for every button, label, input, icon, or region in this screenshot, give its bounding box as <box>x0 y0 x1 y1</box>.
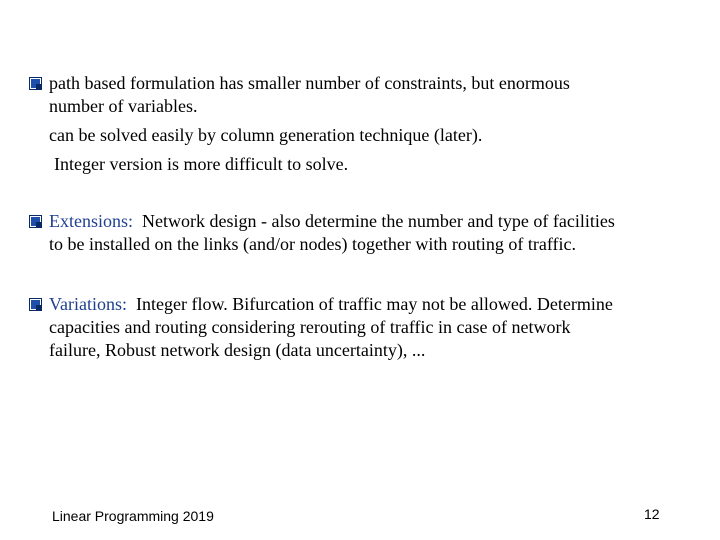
bullet-text: can be solved easily by column generation technique (later). <box>49 125 483 145</box>
term-label: Variations: <box>49 294 127 314</box>
square-bullet-icon <box>29 298 42 311</box>
bullet-text <box>49 294 613 314</box>
bullet-variations <box>29 293 699 362</box>
bullet-path-formulation <box>29 72 699 176</box>
bullet-line <box>29 339 699 362</box>
bullet-text: to be installed on the links (and/or nodes) together with routing of traffic. <box>49 234 577 254</box>
bullet-text: number of variables. <box>49 96 198 116</box>
square-bullet-icon <box>29 215 42 228</box>
bullet-text-body: Integer flow. Bifurcation of traffic may not be allowed. Determine <box>136 294 613 314</box>
bullet-text: failure, Robust network design (data uncertainty), ... <box>49 340 426 360</box>
bullet-line <box>29 210 699 233</box>
term-label: Extensions: <box>49 211 133 231</box>
bullet-line <box>29 293 699 316</box>
bullet-line <box>29 233 699 256</box>
bullet-text <box>49 211 615 231</box>
bullet-text: path based formulation has smaller number of constraints, but enormous <box>49 73 570 93</box>
bullet-text: capacities and routing considering rerouting of traffic in case of network <box>49 317 571 337</box>
bullet-line <box>29 124 699 147</box>
footer-title: Linear Programming 2019 <box>52 508 214 524</box>
bullet-line <box>29 316 699 339</box>
page-number: 12 <box>644 506 660 522</box>
bullet-text: Integer version is more difficult to solve. <box>54 154 349 174</box>
bullet-line <box>29 72 699 95</box>
bullet-line <box>29 153 699 176</box>
bullet-text-body: Network design - also determine the number and type of facilities <box>142 211 615 231</box>
bullet-extensions <box>29 210 699 256</box>
bullet-line <box>29 95 699 118</box>
square-bullet-icon <box>29 77 42 90</box>
